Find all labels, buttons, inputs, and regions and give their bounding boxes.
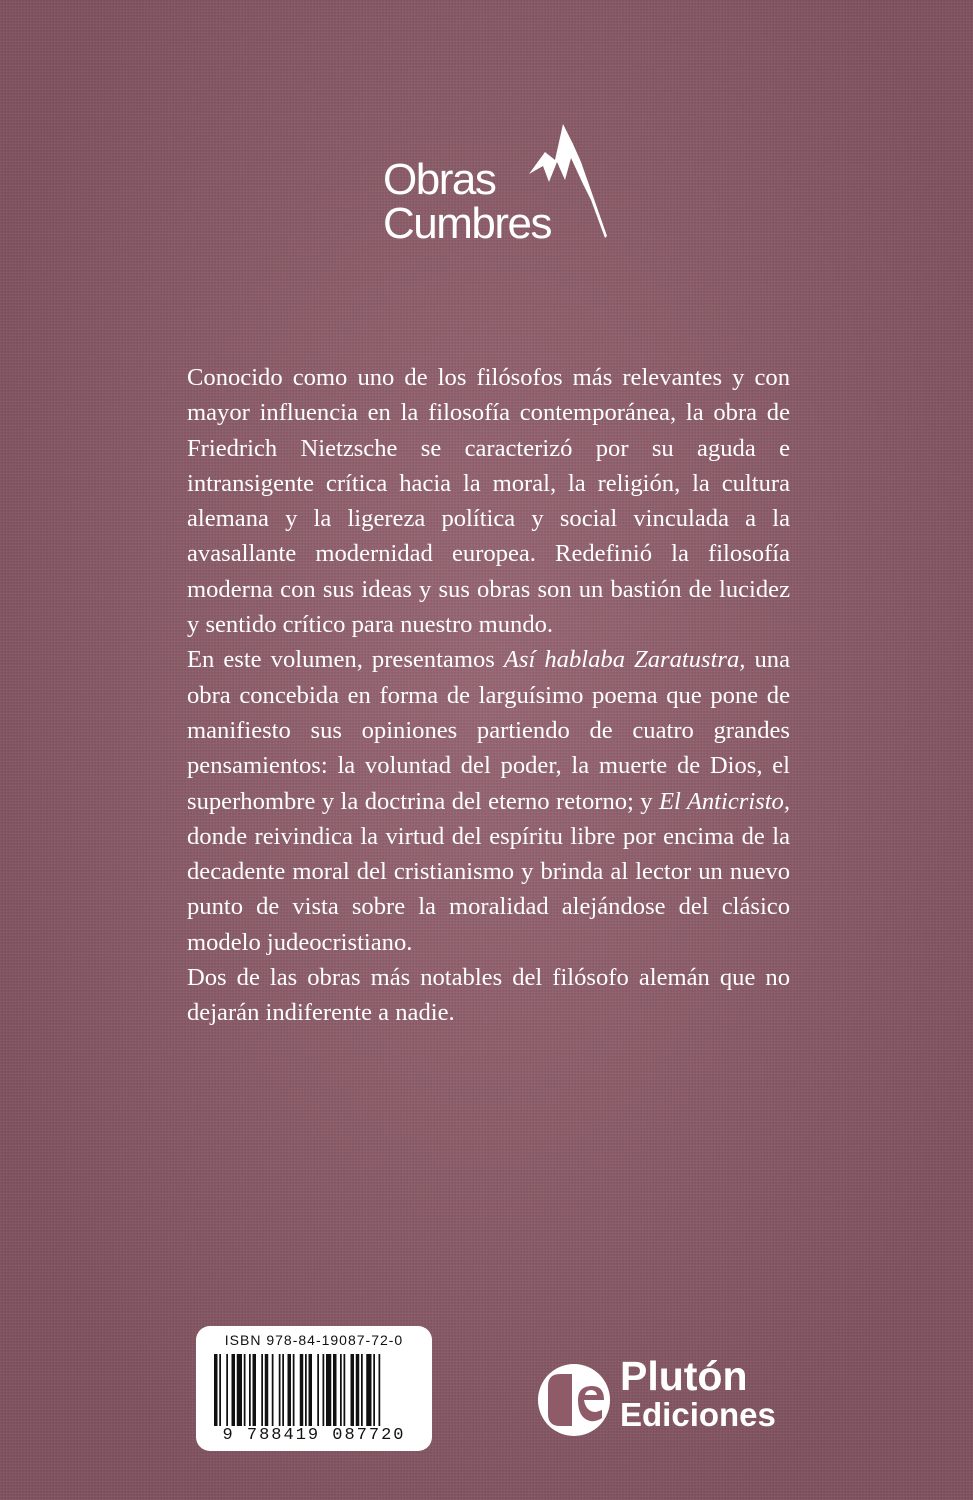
barcode-bar (244, 1354, 246, 1426)
barcode-bar (282, 1354, 284, 1426)
book-title-zaratustra: Así hablaba Zaratustra, (503, 646, 746, 674)
barcode-digits: 9 788419 087720 (222, 1426, 406, 1445)
barcode-bar (249, 1354, 251, 1426)
publisher-logo (534, 1350, 804, 1440)
barcode-bar (261, 1354, 263, 1426)
barcode-bar (272, 1354, 274, 1426)
barcode-bar (232, 1354, 236, 1426)
publisher-name: Plutón (620, 1353, 748, 1399)
publisher-mark-icon (534, 1360, 614, 1440)
barcode-bar (373, 1354, 375, 1426)
barcode-bar (351, 1354, 355, 1426)
barcode-bar (323, 1354, 325, 1426)
barcode-bar (214, 1354, 218, 1426)
book-title-anticristo: El Anticristo, (659, 787, 790, 815)
barcode-bar (340, 1354, 342, 1426)
synopsis-text: una obra concebida en forma de larguísimo poema que pone de manifiesto sus opiniones partiendo de cuatro grandes pensamientos: la voluntad del poder, la muerte de Dios, el superhombre y la doctrina del eterno retorno; y (187, 646, 790, 815)
barcode-bar (288, 1354, 292, 1426)
barcode-bar (366, 1354, 371, 1426)
synopsis-paragraph-3: Dos de las obras más notables del filósofo alemán que no dejarán indiferente a nadie. (187, 964, 790, 1027)
barcode-bar (265, 1354, 269, 1426)
synopsis-paragraph-1: Conocido como uno de los filósofos más relevantes y con mayor influencia en la filosofía contemporánea, la obra de Friedrich Nietzsche se caracterizó por su aguda e intransigente crítica hacia la moral, la religión, la cultura alemana y la ligereza política y social vinculada a la avasallante modernidad europea. Redefinió la filosofía moderna con sus ideas y sus obras son un bastión de lucidez y sentido crítico para nuestro mundo. (187, 364, 790, 639)
barcode-bar (226, 1354, 228, 1426)
barcode-bar (237, 1354, 242, 1426)
isbn-label: ISBN 978-84-19087-72-0 (224, 1332, 404, 1348)
barcode-bar (326, 1354, 331, 1426)
mountain-icon (521, 122, 609, 242)
barcode-bar (293, 1354, 295, 1426)
barcode-bar (305, 1354, 307, 1426)
isbn-barcode (196, 1326, 432, 1451)
series-logo-line1: Obras (383, 155, 496, 204)
barcode-bar (279, 1354, 281, 1426)
barcode-bar (253, 1354, 257, 1426)
series-logo (383, 122, 613, 247)
synopsis-paragraph-2 (187, 642, 790, 960)
barcode-bar (219, 1354, 221, 1426)
barcode-bar (309, 1354, 313, 1426)
synopsis-text: donde reivindica la virtud del espíritu libre por encima de la decadente moral del cristianismo y brinda al lector un nuevo punto de vista sobre la moralidad alejándose del clásico modelo judeocristiano. (187, 822, 790, 956)
barcode-bar (356, 1354, 360, 1426)
synopsis-text: En este volumen, presentamos (187, 646, 504, 674)
barcode-bar (317, 1354, 319, 1426)
barcode-bar (379, 1354, 381, 1426)
publisher-subtitle: Ediciones (620, 1396, 776, 1433)
barcode-bar (361, 1354, 363, 1426)
synopsis (187, 360, 790, 1031)
barcode-bar (333, 1354, 337, 1426)
barcode-bar (300, 1354, 304, 1426)
barcode-bars (214, 1354, 424, 1426)
series-logo-line2: Cumbres (383, 199, 551, 248)
barcode-bar (344, 1354, 346, 1426)
